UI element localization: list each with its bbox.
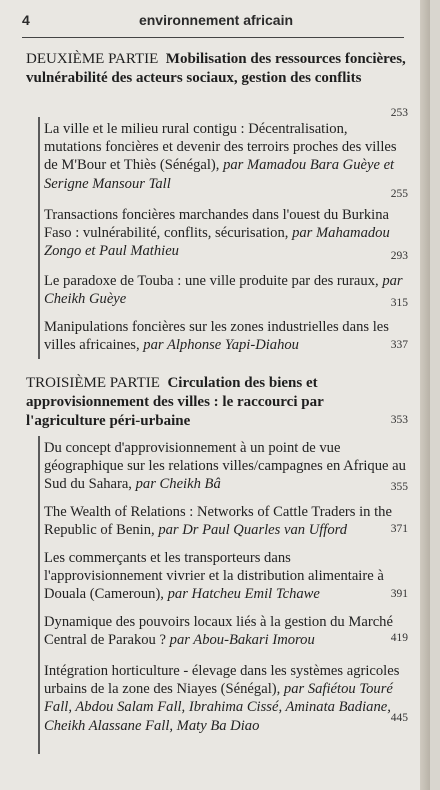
entry-page-number: 391 bbox=[390, 588, 408, 600]
entry-page-number: 355 bbox=[390, 481, 408, 493]
toc-entry bbox=[44, 318, 406, 354]
part-heading-2 bbox=[26, 50, 406, 88]
toc-entry bbox=[44, 662, 406, 735]
entry-page-number: 315 bbox=[390, 297, 408, 309]
part-label: DEUXIÈME PARTIE bbox=[26, 51, 159, 67]
entry-title: Intégration horticulture - élevage dans les systèmes agricoles urbains de la zone des Niayes (Sénégal), bbox=[44, 663, 400, 698]
entry-page-number: 371 bbox=[390, 523, 408, 535]
section-bar bbox=[38, 117, 40, 359]
entry-authors: par Safiétou Touré Fall, Abdou Salam Fall, Ibrahima Cissé, Aminata Badiane, Cheikh Alassane Fall, Maty Ba Diao bbox=[44, 681, 393, 734]
entry-authors: par Dr Paul Quarles van Ufford bbox=[158, 522, 348, 539]
entry-title: Manipulations foncières sur les zones industrielles dans les villes africaines, bbox=[44, 319, 389, 354]
part-page-number: 353 bbox=[390, 414, 408, 426]
toc-entry bbox=[44, 439, 406, 494]
entry-page-number: 337 bbox=[390, 339, 408, 351]
entry-page-number: 255 bbox=[390, 188, 408, 200]
entry-title: La ville et le milieu rural contigu : Décentralisation, mutations foncières et devenir des terroirs proches des villes de M'Bour et Thiès (Sénégal), bbox=[44, 121, 397, 174]
page-number: 4 bbox=[22, 12, 30, 28]
entry-title: Transactions foncières marchandes dans l'ouest du Burkina Faso : vulnérabilité, conflits, sécurisation, bbox=[44, 207, 389, 242]
running-header bbox=[22, 8, 410, 34]
toc-entry bbox=[44, 503, 406, 539]
toc-entry bbox=[44, 613, 406, 649]
page-edge bbox=[420, 0, 430, 790]
section-bar bbox=[38, 436, 40, 754]
entry-title: Du concept d'approvisionnement à un point de vue géographique sur les relations villes/campagnes en Afrique au Sud du Sahara, bbox=[44, 440, 406, 493]
entry-title: Dynamique des pouvoirs locaux liés à la gestion du Marché Central de Parakou ? bbox=[44, 614, 393, 649]
part-page-number: 253 bbox=[390, 107, 408, 119]
entry-page-number: 419 bbox=[390, 632, 408, 644]
entry-authors: par Mamadou Bara Guèye et Serigne Mansour Tall bbox=[44, 157, 395, 192]
entry-page-number: 445 bbox=[390, 712, 408, 724]
part-label: TROISIÈME PARTIE bbox=[26, 375, 160, 391]
toc-entry bbox=[44, 206, 406, 261]
entry-title: Le paradoxe de Touba : une ville produite par des ruraux, bbox=[44, 273, 379, 289]
entry-authors: par Mahamadou Zongo et Paul Mathieu bbox=[44, 225, 390, 260]
part-heading-3 bbox=[26, 374, 406, 431]
entry-authors: par Cheikh Bâ bbox=[135, 476, 221, 493]
part-title: Circulation des biens et approvisionnement des villes : le raccourci par l'agriculture péri-urbaine bbox=[26, 375, 324, 429]
toc-entry bbox=[44, 549, 406, 604]
toc-entry bbox=[44, 120, 406, 193]
toc-entry bbox=[44, 272, 406, 308]
header-rule bbox=[22, 37, 404, 38]
running-title: environnement africain bbox=[138, 12, 294, 28]
entry-authors: par Cheikh Guèye bbox=[44, 273, 403, 308]
entry-authors: par Abou-Bakari Imorou bbox=[169, 632, 315, 649]
entry-page-number: 293 bbox=[390, 250, 408, 262]
entry-authors: par Hatcheu Emil Tchawe bbox=[167, 586, 320, 603]
entry-authors: par Alphonse Yapi-Diahou bbox=[143, 337, 299, 354]
entry-title: Les commerçants et les transporteurs dans l'approvisionnement vivrier et la distribution alimentaire à Douala (Cameroun), bbox=[44, 550, 384, 603]
entry-title: The Wealth of Relations : Networks of Cattle Traders in the Republic of Benin, bbox=[44, 504, 392, 539]
part-title: Mobilisation des ressources foncières, vulnérabilité des acteurs sociaux, gestion des conflits bbox=[26, 51, 406, 86]
